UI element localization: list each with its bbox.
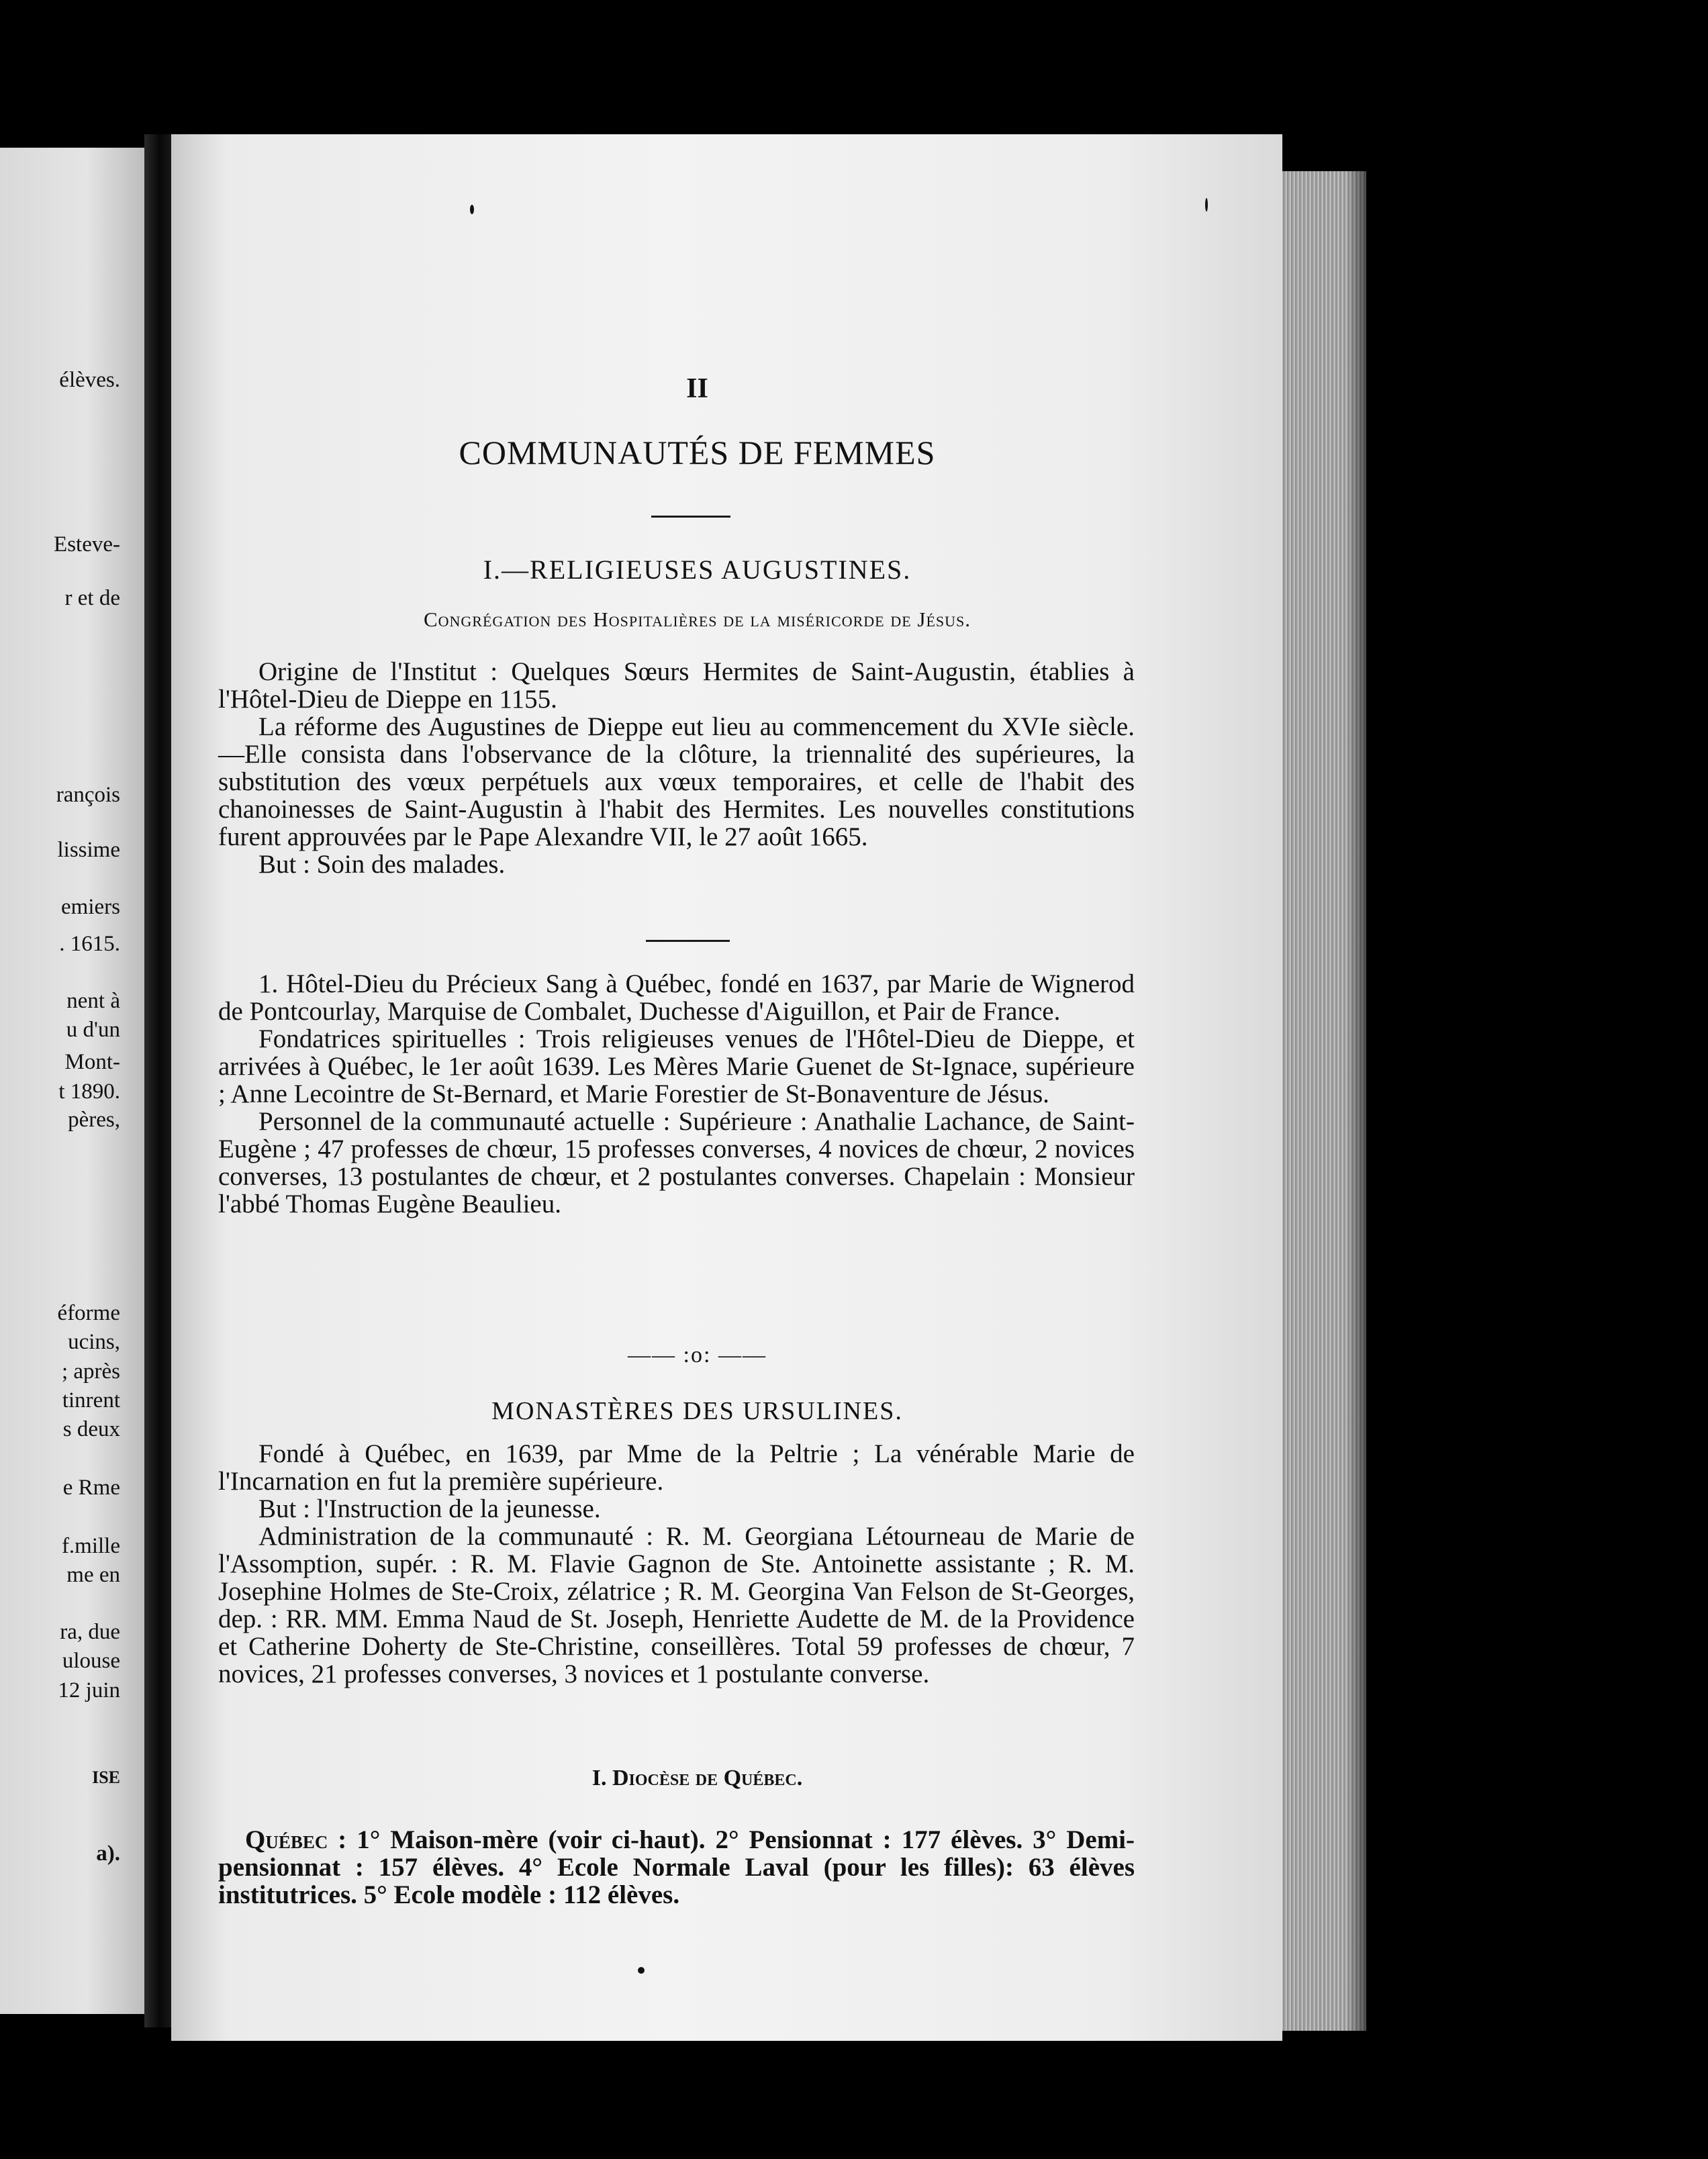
facing-text-line: ucins, [68, 1330, 120, 1354]
facing-text-line: rançois [56, 783, 120, 807]
facing-text-line: lissime [57, 838, 120, 862]
augustines-text-block [218, 658, 1135, 878]
scan-speck [638, 1967, 645, 1974]
chapter-number: II [686, 373, 708, 404]
facing-page-fragment [0, 148, 144, 2014]
book-page [171, 134, 1282, 2041]
facing-text-line: 12 juin [58, 1678, 120, 1702]
quebec-text-block [218, 1826, 1135, 1909]
facing-text-line: t 1890. [58, 1080, 120, 1104]
section-heading-augustines: I.—RELIGIEUSES AUGUSTINES. [483, 555, 912, 585]
paragraph-quebec [218, 1826, 1135, 1909]
facing-text-line: me en [66, 1563, 120, 1587]
paragraph-origine: Origine de l'Institut : Quelques Sœurs Hermites de Saint-Augustin, établies à l'Hôtel-Dieu de Dieppe en 1155. [218, 657, 1135, 714]
facing-text-line: r et de [64, 586, 120, 610]
facing-text-line: ulouse [62, 1649, 120, 1673]
facing-text-line: a). [96, 1841, 120, 1866]
scan-speck [1205, 198, 1208, 211]
facing-text-line: u d'un [66, 1018, 120, 1042]
ursulines-text-block [218, 1440, 1135, 1688]
paragraph-but-ursulines: But : l'Instruction de la jeunesse. [258, 1494, 601, 1523]
paragraph-hotel-dieu: 1. Hôtel-Dieu du Précieux Sang à Québec, fondé en 1637, par Marie de Wignerod de Pontcourlay, Marquise de Combalet, Duchesse d'Aiguillon, et Pair de France. [218, 969, 1135, 1026]
diocese-heading: I. Diocèse de Québec. [591, 1766, 803, 1790]
facing-text-line: Esteve- [54, 532, 120, 557]
quebec-establishments: 1° Maison-mère (voir ci-haut). 2° Pensionnat : 177 élèves. 3° Demi-pensionnat : 157 élèves. 4° Ecole Normale Laval (pour les filles): 63 élèves institutrices. 5° Ecole modèle : 112 élèves. [218, 1825, 1135, 1909]
facing-text-line: ISE [92, 1768, 120, 1787]
facing-text-line: pères, [68, 1108, 120, 1132]
paragraph-fondatrices: Fondatrices spirituelles : Trois religieuses venues de l'Hôtel-Dieu de Dieppe, et arrivées à Québec, le 1er août 1639. Les Mères Marie Guenet de St-Ignace, supérieure ; Anne Lecointre de St-Bernard, et Marie Forestier de St-Bonaventure de Jésus. [218, 1024, 1135, 1108]
page-title: COMMUNAUTÉS DE FEMMES [459, 434, 936, 471]
facing-text-line: élèves. [59, 368, 120, 392]
facing-text-line: éforme [57, 1301, 120, 1325]
paragraph-but: But : Soin des malades. [258, 850, 506, 879]
hotel-dieu-text-block [218, 970, 1135, 1218]
facing-text-line: nent à [66, 989, 120, 1013]
paragraph-administration: Administration de la communauté : R. M. Georgiana Létourneau de Marie de l'Assomption, supér. : R. M. Flavie Gagnon de Ste. Antoinette assistante ; R. M. Josephine Holmes de Ste-Croix, zélatrice ; R. M. Georgina Van Felson de St-Georges, dep. : RR. MM. Emma Naud de St. Joseph, Henriette Audette de M. de la Providence et Catherine Doherty de Ste-Christine, conseillères. Total 59 professes de chœur, 7 novices, 21 professes converses, 3 novices et 1 postulante converse. [218, 1522, 1135, 1688]
title-rule [651, 516, 730, 518]
section-heading-ursulines: MONASTÈRES DES URSULINES. [491, 1397, 903, 1425]
facing-text-line: f.mille [61, 1534, 120, 1558]
facing-text-line: tinrent [62, 1388, 120, 1412]
congregation-heading: Congrégation des Hospitalières de la miséricorde de Jésus. [423, 608, 971, 631]
place-label: Québec : [245, 1825, 347, 1854]
ornamental-separator: —— :o: —— [628, 1343, 767, 1368]
facing-text-line: s deux [62, 1417, 120, 1441]
facing-text-line: ; après [61, 1359, 120, 1384]
facing-text-line: e Rme [62, 1476, 120, 1500]
scan-speck [470, 205, 474, 214]
paragraph-personnel: Personnel de la communauté actuelle : Supérieure : Anathalie Lachance, de Saint-Eugène ; 47 professes de chœur, 15 professes converses, 4 novices de chœur, 2 novices converses, 13 postulantes de chœur, et 2 postulantes converses. Chapelain : Monsieur l'abbé Thomas Eugène Beaulieu. [218, 1107, 1135, 1218]
facing-text-line: ra, due [60, 1620, 120, 1644]
facing-text-line: Mont- [64, 1050, 120, 1074]
facing-text-line: . 1615. [59, 932, 120, 956]
section-rule [646, 940, 730, 942]
paragraph-reforme: La réforme des Augustines de Dieppe eut lieu au commencement du XVIe siècle.—Elle consista dans l'observance de la clôture, la triennalité des supérieures, la substitution des vœux perpétuels aux vœux temporaires, et celle de l'habit des chanoinesses de Saint-Augustin à l'habit des Hermites. Les nouvelles constitutions furent approuvées par le Pape Alexandre VII, le 27 août 1665. [218, 712, 1135, 851]
book-spine-gutter [144, 134, 175, 2027]
paragraph-fonde: Fondé à Québec, en 1639, par Mme de la Peltrie ; La vénérable Marie de l'Incarnation en fut la première supérieure. [218, 1439, 1135, 1496]
facing-text-line: emiers [61, 895, 120, 919]
page-edges-shadow [1346, 171, 1366, 2031]
